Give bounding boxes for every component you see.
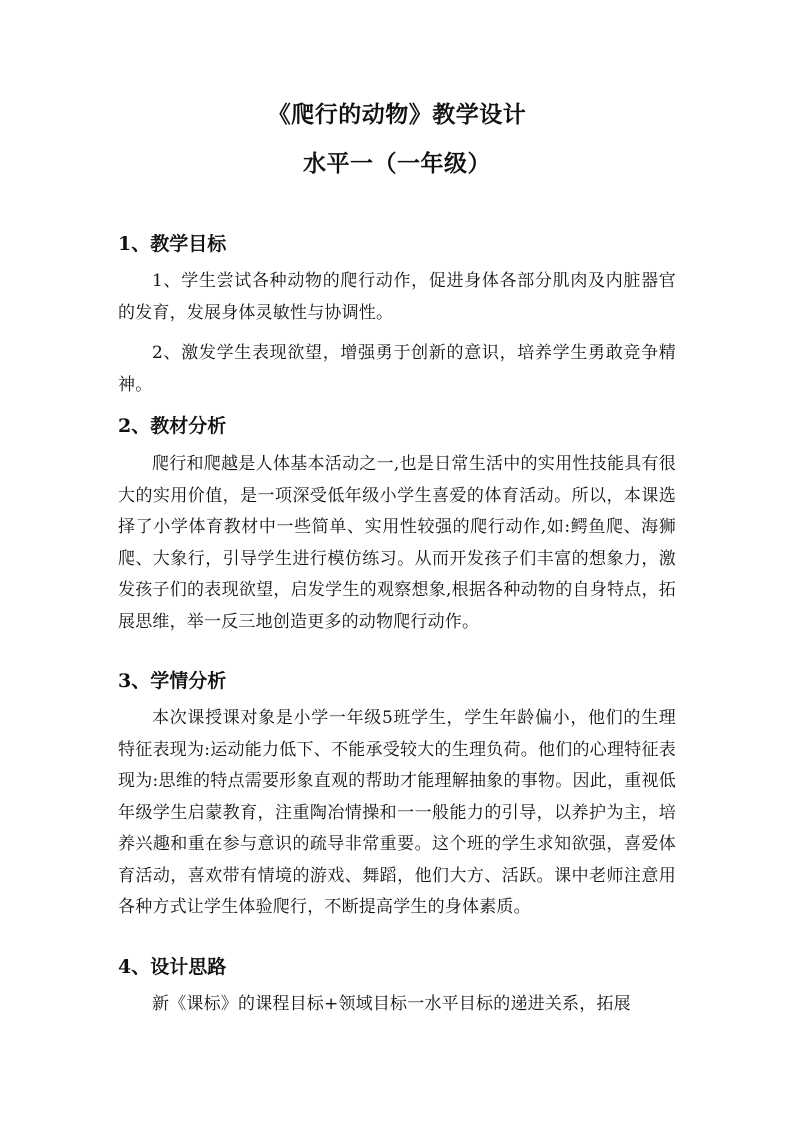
section-heading-material-analysis: 2、教材分析 xyxy=(118,415,227,437)
section-heading-design-idea: 4、设计思路 xyxy=(118,956,227,978)
design-idea-paragraph: 新《课标》的课程目标+领域目标一水平目标的递进关系，拓展 xyxy=(152,994,631,1014)
section-heading-student-analysis: 3、学情分析 xyxy=(118,670,227,692)
section-heading-objectives: 1、教学目标 xyxy=(118,233,227,255)
document-subtitle: 水平一（一年级） xyxy=(303,150,491,177)
document-title: 《爬行的动物》教学设计 xyxy=(267,101,527,128)
objectives-paragraph-1: 1、学生尝试各种动物的爬行动作，促进身体各部分肌肉及内脏器官的发育，发展身体灵敏性与协调性。 xyxy=(118,271,676,323)
material-analysis-paragraph: 爬行和爬越是人体基本活动之一,也是日常生活中的实用性技能具有很大的实用价值，是一项深受低年级小学生喜爱的体育活动。所以，本课选择了小学体育教材中一些简单、实用性较强的爬行动作,如:鳄鱼爬、海狮爬、大象行，引导学生进行模仿练习。从而开发孩子们丰富的想象力，激发孩子们的表现欲望，启发学生的观察想象,根据各种动物的自身特点，拓展思维，举一反三地创造更多的动物爬行动作。 xyxy=(118,454,676,632)
objectives-paragraph-2: 2、激发学生表现欲望，增强勇于创新的意识，培养学生勇敢竞争精神。 xyxy=(118,343,676,395)
student-analysis-paragraph: 本次课授课对象是小学一年级5班学生，学生年龄偏小，他们的生理特征表现为:运动能力低下、不能承受较大的生理负荷。他们的心理特征表现为:思维的特点需要形象直观的帮助才能理解抽象的事物。因此，重视低年级学生启蒙教育，注重陶冶情操和一一般能力的引导，以养护为主，培养兴趣和重在参与意识的疏导非常重要。这个班的学生求知欲强，喜爱体育活动，喜欢带有情境的游戏、舞蹈，他们大方、活跃。课中老师注意用各种方式让学生体验爬行，不断提高学生的身体素质。 xyxy=(118,708,676,917)
